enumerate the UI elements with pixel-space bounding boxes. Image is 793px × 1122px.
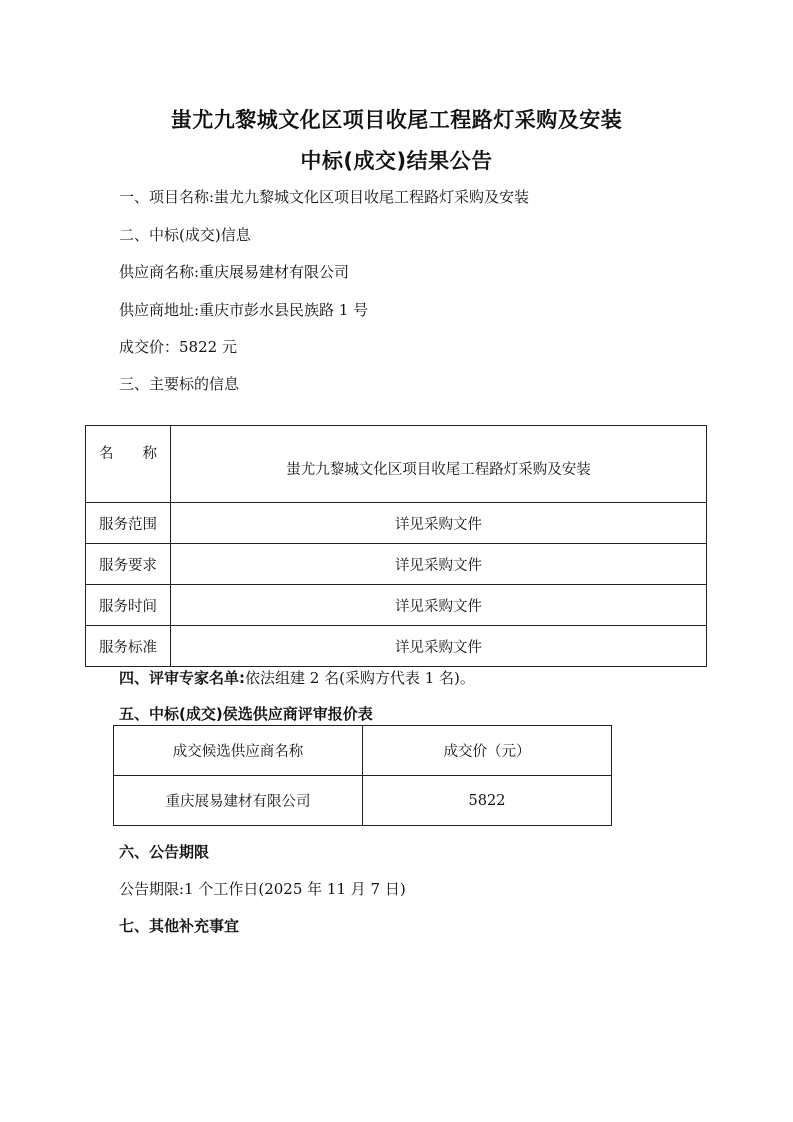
table-header-cell: 成交候选供应商名称 xyxy=(114,726,363,776)
table-cell-value: 详见采购文件 xyxy=(171,585,707,626)
table-cell-label: 服务要求 xyxy=(86,544,171,585)
section-project-name: 一、项目名称:蚩尤九黎城文化区项目收尾工程路灯采购及安装 xyxy=(119,188,530,206)
table-row xyxy=(114,776,612,826)
table-cell-value: 详见采购文件 xyxy=(171,626,707,667)
deal-price: 成交价：5822 元 xyxy=(119,338,237,356)
table-row xyxy=(86,585,707,626)
table-row xyxy=(86,503,707,544)
bid-price-table xyxy=(113,725,612,826)
section-award-info-heading: 二、中标(成交)信息 xyxy=(119,226,251,244)
supplier-address: 供应商地址:重庆市彭水县民族路 1 号 xyxy=(119,301,369,319)
table-row xyxy=(86,626,707,667)
table-cell: 重庆展易建材有限公司 xyxy=(114,776,363,826)
section-bid-table-heading: 五、中标(成交)侯选供应商评审报价表 xyxy=(119,705,373,723)
section-notice-period-heading: 六、公告期限 xyxy=(119,843,210,861)
section-experts-label: 四、评审专家名单: xyxy=(119,669,245,687)
section-other-matters-heading: 七、其他补充事宜 xyxy=(119,917,240,935)
table-header-cell: 成交价（元） xyxy=(363,726,612,776)
table-cell: 5822 xyxy=(363,776,612,826)
table-cell-label: 服务标准 xyxy=(86,626,171,667)
table-cell-value: 蚩尤九黎城文化区项目收尾工程路灯采购及安装 xyxy=(171,426,707,503)
table-cell-label: 服务时间 xyxy=(86,585,171,626)
section-experts xyxy=(119,667,475,688)
table-row xyxy=(86,426,707,503)
page-title-line1: 蚩尤九黎城文化区项目收尾工程路灯采购及安装 xyxy=(170,108,623,132)
table-cell-label: 名 称 xyxy=(86,426,171,503)
table-header-row xyxy=(114,726,612,776)
table-cell-value: 详见采购文件 xyxy=(171,544,707,585)
table-row xyxy=(86,544,707,585)
notice-period-text: 公告期限:1 个工作日(2025 年 11 月 7 日) xyxy=(119,880,406,898)
page-title-line2: 中标(成交)结果公告 xyxy=(300,149,493,173)
section-main-subject-heading: 三、主要标的信息 xyxy=(119,375,240,393)
section-experts-text: 依法组建 2 名(采购方代表 1 名)。 xyxy=(245,669,475,687)
table-cell-label: 服务范围 xyxy=(86,503,171,544)
main-subject-table xyxy=(85,425,707,667)
supplier-name: 供应商名称:重庆展易建材有限公司 xyxy=(119,263,350,281)
table-cell-value: 详见采购文件 xyxy=(171,503,707,544)
